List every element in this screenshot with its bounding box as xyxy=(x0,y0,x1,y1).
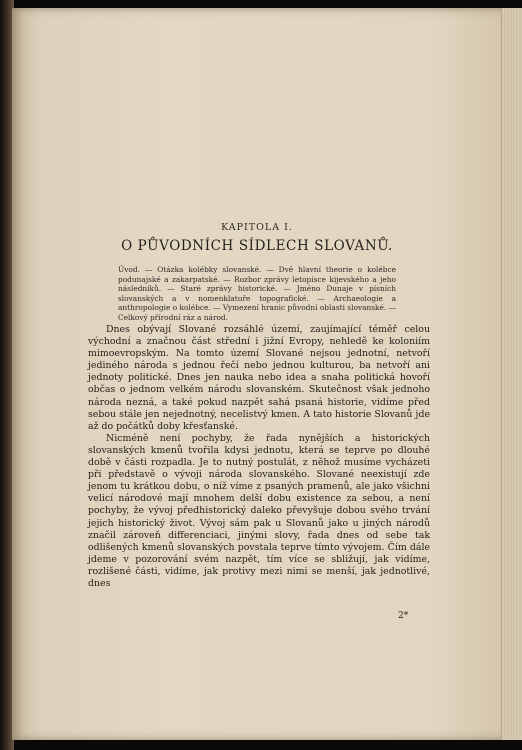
chapter-label: KAPITOLA I. xyxy=(221,222,293,233)
paragraph: Nicméně není pochyby, že řada nynějších a historických slovanských kmenů tvořila kdysi jednotu, která se teprve po dlouhé době v části rozpadla. Je to nutný postulát, z něhož musíme vycházeti při představě o vývoji národa slovanského. Slované neexistují zde jenom tu krátkou dobu, o níž víme z psaných pramenů, ale jako všichni velicí národové mají mnohem delší dobu existence za sebou, a není pochyby, že vývoj předhistorický daleko převyšuje dobou svého trvání jejich historický život. Vývoj sám pak u Slovanů jako u jiných národů značil zároveň differenciaci, jinými slovy, řada dnes od sebe tak odlišených kmenů slovanských povstala teprve tímto vývojem. Čím dále jdeme v pozorování svém nazpět, tím více se sbližují, jak vidíme, rozlišené části, vidíme, jak protivy mezi nimi se menší, jak jednotlivé, dnes xyxy=(88,432,430,589)
chapter-summary: Úvod. — Otázka kolébky slovanské. — Dvě hlavní theorie o kolébce podunajské a zakarpatské. — Rozbor zprávy letopisce kijevského a jeho následníků. — Staré zprávy historické. — Jméno Dunaje v písních slovanských a v nomenklatuře topografické. — Archaeologie a anthropologie o kolébce. — Vymezení hranic původní oblasti slovanské. — Celkový přírodní ráz a národ. xyxy=(118,265,396,322)
chapter-title: O PŮVODNÍCH SÍDLECH SLOVANŮ. xyxy=(121,238,393,254)
page-number: 2* xyxy=(398,611,409,621)
page-stack-edge xyxy=(501,8,522,740)
body-text xyxy=(88,324,430,590)
paragraph: Dnes obývají Slované rozsáhlé území, zaujímající téměř celou východní a značnou část střední i jižní Evropy, nehledě ke koloniím mimoevropským. Na tomto území Slované nejsou jednotní, netvoří jediného národa s jednou řečí nebo jednou kulturou, ba netvoří ani jednoty politické. Dnes jen nauka nebo idea a snaha politická hovoří občas o jednom velkém národu slovanském. Skutečnost však jednoho národa nezná, a také pokud nazpět sahá psaná historie, vidíme před sebou stále jen nejednotný, necelistvý kmen. A tato historie Slovanů jde až do počátků doby křesťanské. xyxy=(88,324,430,432)
